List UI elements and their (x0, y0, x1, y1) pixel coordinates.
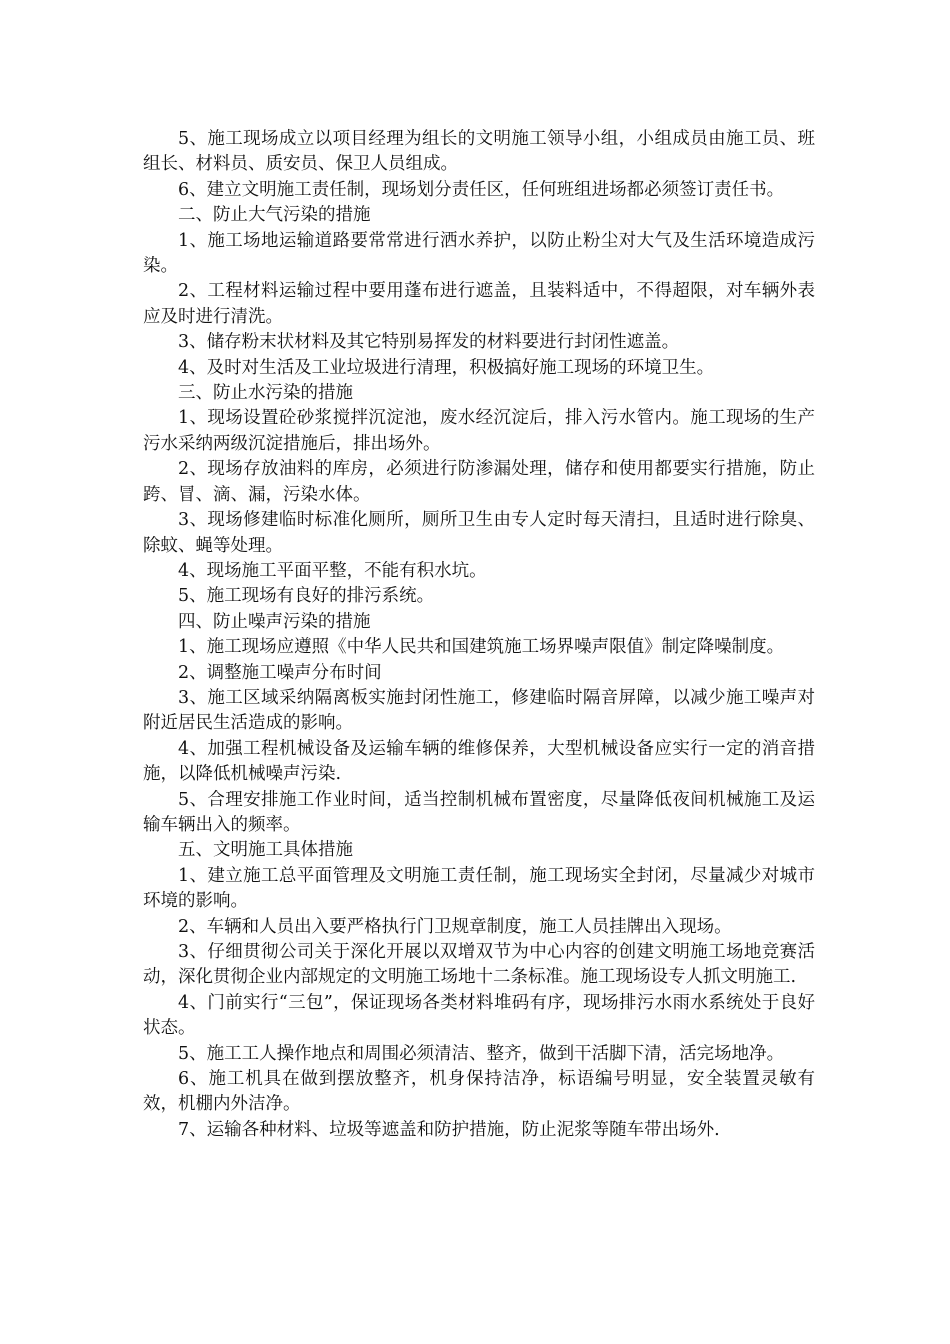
paragraph: 1、现场设置砼砂浆搅拌沉淀池，废水经沉淀后，排入污水管内。施工现场的生产污水采纳两级沉淀措施后，排出场外。 (143, 408, 815, 454)
paragraph: 1、建立施工总平面管理及文明施工责任制，施工现场实全封闭，尽量减少对城市环境的影响。 (143, 865, 815, 912)
paragraph: 5、合理安排施工作业时间，适当控制机械布置密度，尽量降低夜间机械施工及运输车辆出入的频率。 (143, 789, 815, 835)
paragraph: 3、储存粉末状材料及其它特别易挥发的材料要进行封闭性遮盖。 (178, 332, 680, 353)
section-heading: 五、文明施工具体措施 (178, 840, 353, 861)
paragraph: 5、施工工人操作地点和周围必须清洁、整齐，做到干活脚下清，活完场地净。 (178, 1043, 785, 1064)
paragraph: 3、现场修建临时标准化厕所，厕所卫生由专人定时每天清扫，且适时进行除臭、除蚊、蝇等处理。 (143, 510, 815, 556)
paragraph: 4、加强工程机械设备及运输车辆的维修保养，大型机械设备应实行一定的消音措施，以降低机械噪声污染. (143, 738, 815, 785)
section-heading: 二、防止大气污染的措施 (178, 205, 371, 226)
paragraph: 1、施工场地运输道路要常常进行洒水养护，以防止粉尘对大气及生活环境造成污染。 (143, 230, 815, 277)
paragraph: 6、建立文明施工责任制，现场划分责任区，任何班组进场都必须签订责任书。 (178, 179, 785, 200)
paragraph: 3、施工区域采纳隔离板实施封闭性施工，修建临时隔音屏障，以减少施工噪声对附近居民生活造成的影响。 (143, 687, 815, 734)
paragraph: 6、施工机具在做到摆放整齐，机身保持洁净，标语编号明显，安全装置灵敏有效，机棚内外洁净。 (143, 1069, 815, 1115)
paragraph: 5、施工现场成立以项目经理为组长的文明施工领导小组，小组成员由施工员、班组长、材料员、质安员、保卫人员组成。 (143, 129, 815, 175)
paragraph: 2、现场存放油料的库房，必须进行防渗漏处理，储存和使用都要实行措施，防止跨、冒、滴、漏，污染水体。 (143, 459, 815, 505)
paragraph: 2、工程材料运输过程中要用蓬布进行遮盖，且装料适中，不得超限，对车辆外表应及时进行清洗。 (143, 281, 815, 327)
paragraph: 7、运输各种材料、垃圾等遮盖和防护措施，防止泥浆等随车带出场外. (178, 1119, 720, 1140)
paragraph: 3、仔细贯彻公司关于深化开展以双增双节为中心内容的创建文明施工场地竞赛活动，深化贯彻企业内部规定的文明施工场地十二条标准。施工现场设专人抓文明施工. (143, 942, 815, 988)
paragraph: 2、车辆和人员出入要严格执行门卫规章制度，施工人员挂牌出入现场。 (178, 916, 732, 937)
section-heading: 四、防止噪声污染的措施 (178, 611, 371, 632)
paragraph: 5、施工现场有良好的排污系统。 (178, 586, 435, 607)
document-body (143, 127, 815, 1143)
paragraph: 4、现场施工平面平整，不能有积水坑。 (178, 560, 487, 581)
paragraph: 2、调整施工噪声分布时间 (178, 662, 382, 683)
paragraph: 1、施工现场应遵照《中华人民共和国建筑施工场界噪声限值》制定降噪制度。 (178, 637, 785, 658)
section-heading: 三、防止水污染的措施 (178, 383, 353, 404)
paragraph: 4、门前实行“三包”，保证现场各类材料堆码有序，现场排污水雨水系统处于良好状态。 (143, 992, 815, 1039)
paragraph: 4、及时对生活及工业垃圾进行清理，积极搞好施工现场的环境卫生。 (178, 357, 715, 378)
